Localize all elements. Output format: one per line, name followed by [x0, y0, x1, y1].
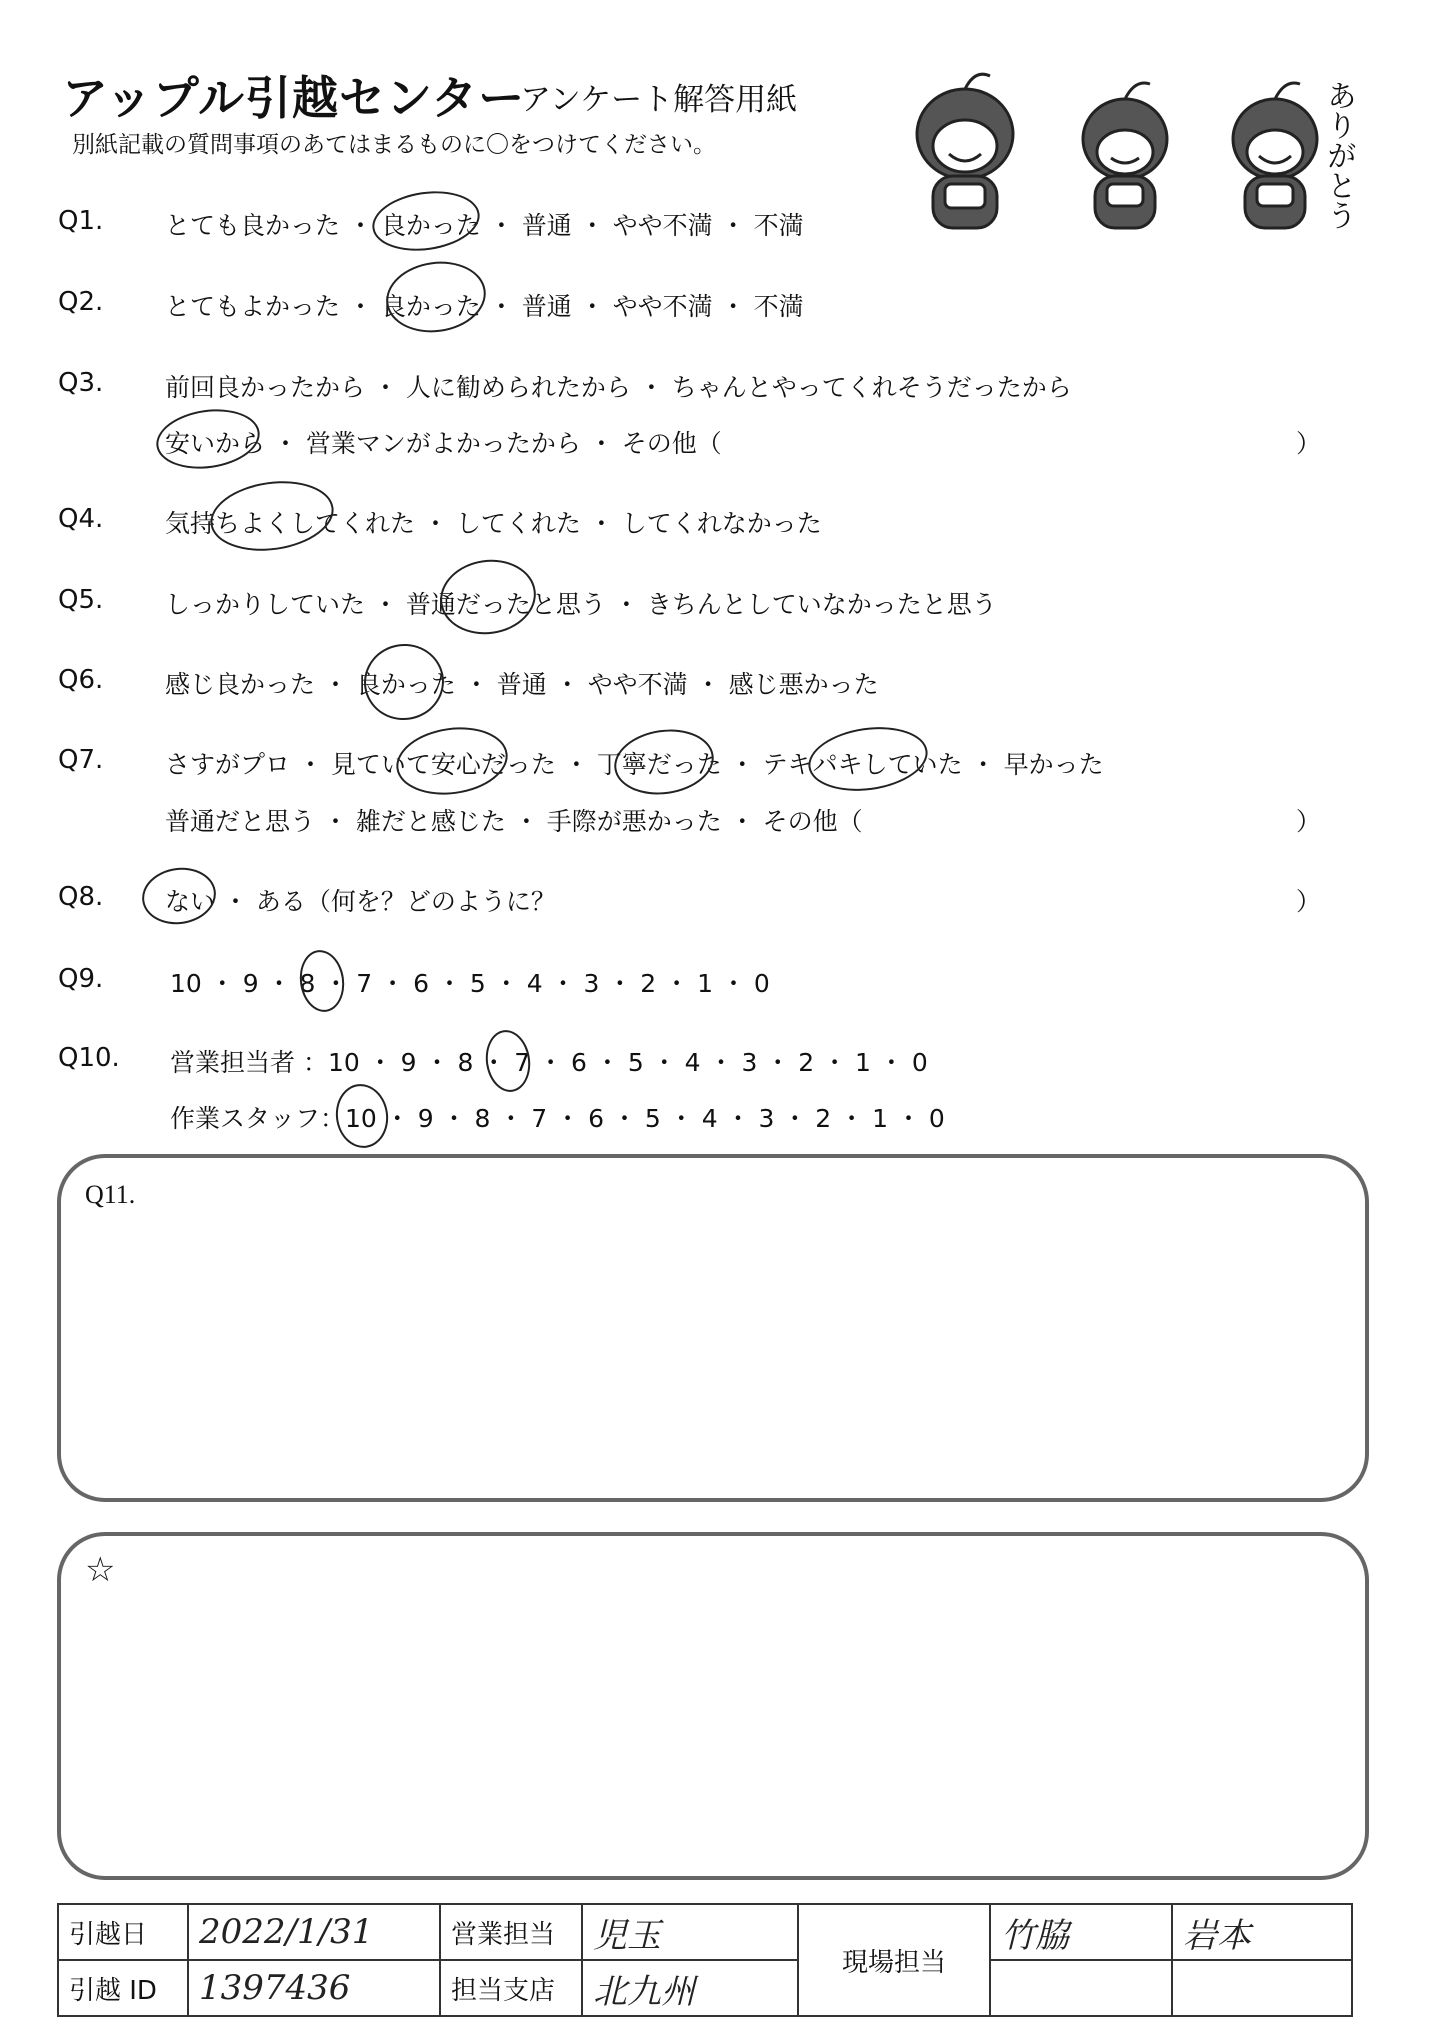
q5-selection-circle [435, 554, 540, 641]
q7-number: Q7. [58, 745, 104, 775]
instruction-text: 別紙記載の質問事項のあてはまるものに〇をつけてください。 [72, 132, 716, 158]
q8-selection-circle [138, 863, 219, 929]
q2-options: とてもよかった ・ 良かった ・ 普通 ・ やや不満 ・ 不満 [165, 292, 804, 321]
q7-selection-circle-3 [804, 720, 931, 798]
q3-options-line2: 安いから ・ 営業マンがよかったから ・ その他（ [165, 429, 722, 458]
q1-options: とても良かった ・ 良かった ・ 普通 ・ やや不満 ・ 不満 [165, 211, 804, 240]
moving-day-label: 引越日 [58, 1904, 188, 1960]
star-icon: ☆ [85, 1552, 116, 1589]
mascot-illustration [895, 64, 1375, 244]
q1-selection-circle [368, 185, 483, 257]
moving-id-value: 1397436 [188, 1960, 440, 2016]
q1-number: Q1. [58, 206, 104, 236]
q9-options: 10 ・ 9 ・ 8 ・ 7 ・ 6 ・ 5 ・ 4 ・ 3 ・ 2 ・ 1 ・ 0 [170, 969, 770, 998]
q5-number: Q5. [58, 585, 104, 615]
q3-options-line1: 前回良かったから ・ 人に勧められたから ・ ちゃんとやってくれそうだったから [165, 373, 1072, 402]
sales-rep-label: 営業担当 [440, 1904, 582, 1960]
q10-number: Q10. [58, 1043, 120, 1073]
q6-selection-circle [359, 639, 449, 725]
q4-number: Q4. [58, 504, 104, 534]
q7-paren-close: ） [1296, 807, 1322, 836]
q6-options: 感じ良かった ・ 良かった ・ 普通 ・ やや不満 ・ 感じ悪かった [165, 670, 879, 699]
q10-staff-options: 作業スタッフ：10 ・ 9 ・ 8 ・ 7 ・ 6 ・ 5 ・ 4 ・ 3 ・ 2 ・ 1 ・ 0 [170, 1104, 945, 1133]
q8-number: Q8. [58, 882, 104, 912]
q10-sales-selection-circle [482, 1027, 534, 1095]
survey-subtitle: アンケート解答用紙 [520, 82, 798, 118]
branch-label: 担当支店 [440, 1960, 582, 2016]
q7-selection-circle-2 [610, 723, 718, 800]
site-staff-empty-1 [990, 1960, 1172, 2016]
moving-day-value: 2022/1/31 [188, 1904, 440, 1960]
q2-selection-circle [382, 255, 491, 338]
mascot-thanks-text: ありがとう [1321, 80, 1356, 230]
site-staff-empty-2 [1172, 1960, 1352, 2016]
q8-paren-close: ） [1296, 887, 1322, 916]
q7-selection-circle-1 [392, 721, 512, 802]
branch-value: 北九州 [582, 1960, 798, 2016]
q5-options: しっかりしていた ・ 普通だったと思う ・ きちんとしていなかったと思う [165, 590, 997, 619]
q7-options-line1: さすがプロ ・ 見ていて安心だった ・ 丁寧だった ・ テキパキしていた ・ 早かった [165, 750, 1104, 779]
q11-label: Q11. [85, 1180, 136, 1209]
sales-rep-value: 児玉 [582, 1904, 798, 1960]
q10-staff-selection-circle [332, 1081, 392, 1152]
q7-options-line2: 普通だと思う ・ 雑だと感じた ・ 手際が悪かった ・ その他（ [165, 807, 863, 836]
survey-title: アップル引越センター [62, 71, 526, 125]
footer-info-table [57, 1903, 1353, 2017]
q4-options: 気持ちよくしてくれた ・ してくれた ・ してくれなかった [165, 509, 822, 538]
q3-paren-close: ） [1296, 429, 1322, 458]
q8-options: ない ・ ある（何を？どのように？ [165, 887, 556, 916]
q4-selection-circle [206, 474, 338, 559]
site-staff-label: 現場担当 [798, 1904, 990, 2016]
q9-selection-circle [296, 947, 348, 1015]
q2-number: Q2. [58, 287, 104, 317]
q3-number: Q3. [58, 368, 104, 398]
q3-selection-circle [152, 403, 263, 475]
site-staff-2: 岩本 [1172, 1904, 1352, 1960]
q11-answer-box [57, 1154, 1369, 1502]
q6-number: Q6. [58, 665, 104, 695]
comment-answer-box [57, 1532, 1369, 1880]
q9-number: Q9. [58, 964, 104, 994]
q10-sales-options: 営業担当者 ：10 ・ 9 ・ 8 ・ 7 ・ 6 ・ 5 ・ 4 ・ 3 ・ 2 ・ 1 ・ 0 [170, 1048, 928, 1077]
site-staff-1: 竹脇 [990, 1904, 1172, 1960]
moving-id-label: 引越 ID [58, 1960, 188, 2016]
